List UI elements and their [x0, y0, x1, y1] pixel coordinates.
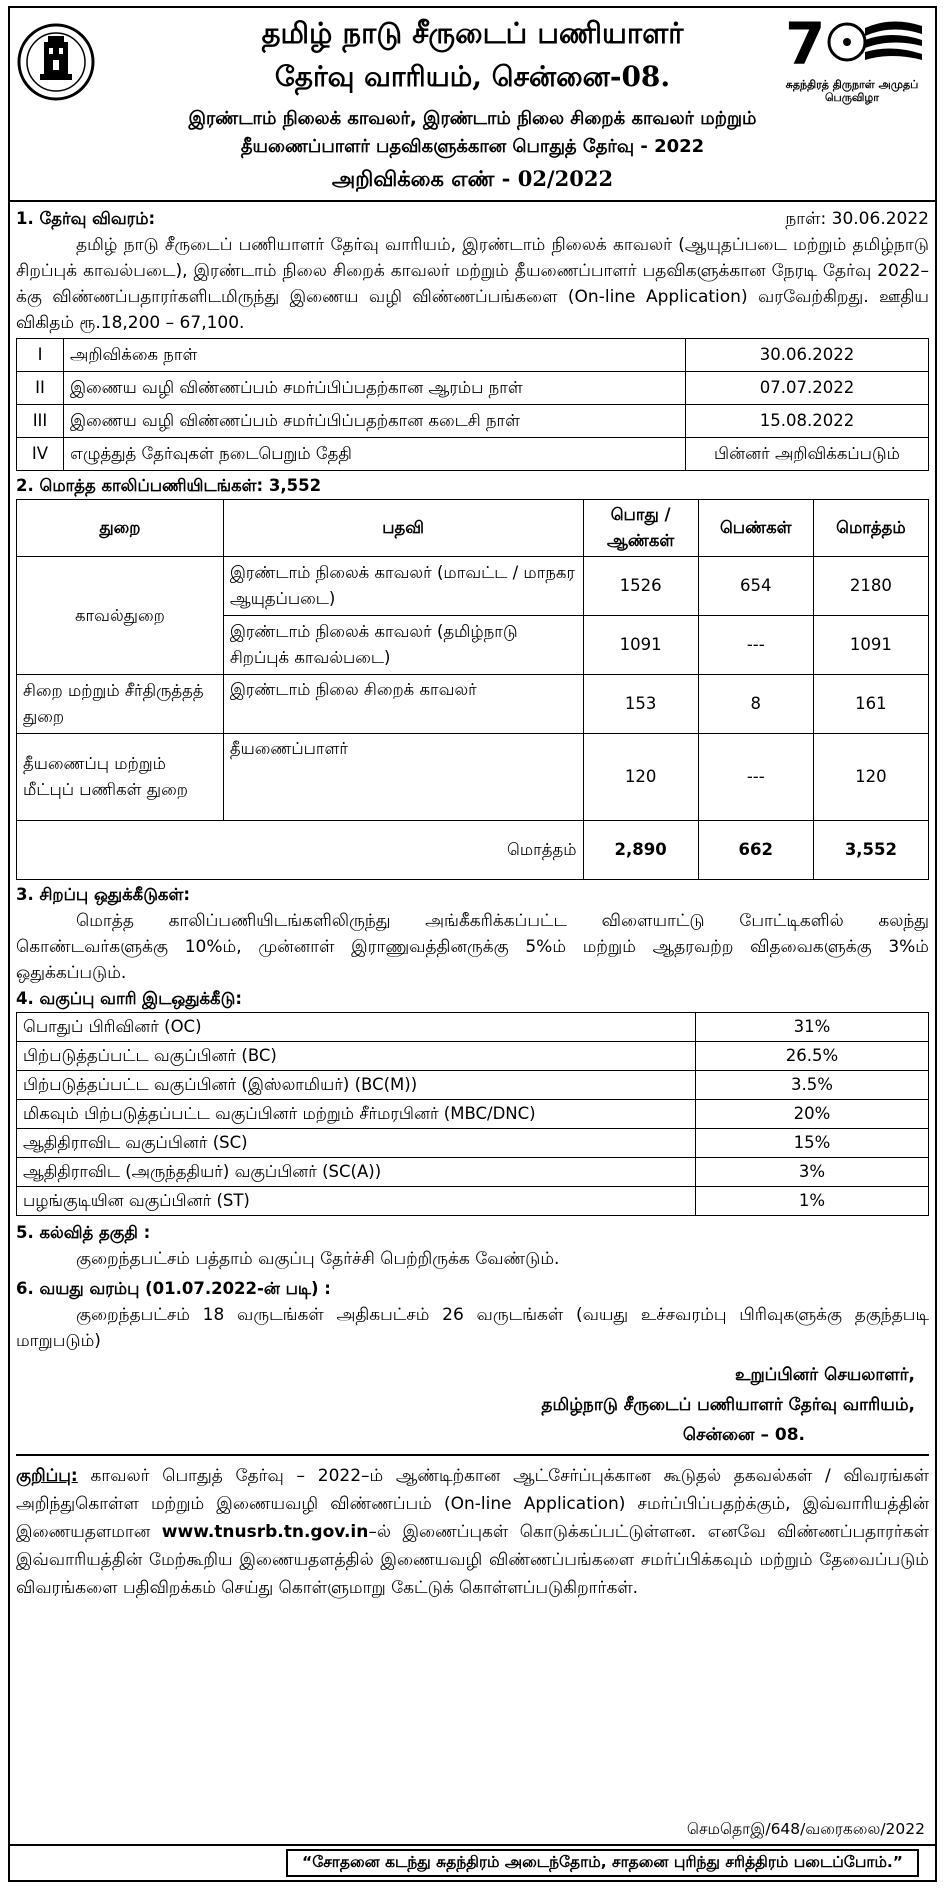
col-header-women: பெண்கள்: [698, 500, 813, 557]
notice-date: நாள்: 30.06.2022: [785, 209, 929, 229]
note-label: குறிப்பு:: [16, 1466, 78, 1486]
azadi-amrit-mahotsav-logo: [777, 12, 927, 102]
date-row-number: II: [17, 372, 64, 405]
general-cell: 1526: [583, 557, 698, 616]
general-cell: 120: [583, 734, 698, 821]
reservation-percent: 3%: [696, 1158, 929, 1187]
general-cell: 153: [583, 675, 698, 734]
total-cell: 161: [813, 675, 928, 734]
section1-header: [16, 206, 929, 232]
date-row-label: எழுத்துத் தேர்வுகள் நடைபெறும் தேதி: [64, 438, 686, 471]
section1-paragraph: தமிழ் நாடு சீருடைப் பணியாளர் தேர்வு வாரியம், இரண்டாம் நிலைக் காவலர் (ஆயுதப்படை மற்றும் தமிழ்நாடு சிறப்புக் காவல்படை), இரண்டாம் நிலை சிறைக் காவலர் மற்றும் தீயணைப்பாளர் பதவிகளுக்கான நேரடி தேர்வு 2022–க்கு விண்ணப்பதாரர்களிடமிருந்து இணைய வழி விண்ணப்பங்களை (On-line Application) வரவேற்கிறது. ஊதிய விகிதம் ரூ.18,200 – 67,100.: [16, 235, 929, 333]
table-row: [17, 557, 929, 616]
post-cell: இரண்டாம் நிலைக் காவலர் (தமிழ்நாடு சிறப்புக் காவல்படை): [223, 616, 583, 675]
date-row-label: இணைய வழி விண்ணப்பம் சமர்ப்பிப்பதற்கான ஆரம்ப நாள்: [64, 372, 686, 405]
important-dates-table: [16, 338, 929, 471]
section4-title: 4. வகுப்பு வாரி இடஒதுக்கீடு:: [16, 989, 242, 1008]
reservation-percent: 3.5%: [696, 1071, 929, 1100]
section5-title: 5. கல்வித் தகுதி :: [16, 1223, 151, 1242]
reservation-row: [17, 1013, 929, 1042]
date-row-value: 30.06.2022: [686, 339, 929, 372]
women-cell: ---: [698, 734, 813, 821]
total-label: மொத்தம்: [17, 821, 584, 880]
date-row-value: பின்னர் அறிவிக்கப்படும்: [686, 438, 929, 471]
section6-text: குறைந்தபட்சம் 18 வருடங்கள் அதிகபட்சம் 26 வருடங்கள் (வயது உச்சவரம்பு பிரிவுகளுக்கு தகுந்தபடி மாறுபடும்): [16, 1305, 929, 1351]
reservation-percent: 15%: [696, 1129, 929, 1158]
col-header-department: துறை: [17, 500, 224, 557]
notification-number: அறிவிக்கை எண் - 02/2022: [331, 166, 614, 191]
reservation-percent: 20%: [696, 1100, 929, 1129]
signature-line3: சென்னை – 08.: [682, 1425, 805, 1445]
post-cell: தீயணைப்பாளர்: [223, 734, 583, 821]
total-general: 2,890: [583, 821, 698, 880]
signature-block: [16, 1360, 915, 1450]
header-divider: [10, 200, 935, 202]
seventy-five-icon: [777, 12, 927, 74]
date-row-number: IV: [17, 438, 64, 471]
total-cell: 1091: [813, 616, 928, 675]
org-name-line1: தமிழ் நாடு சீருடைப் பணியாளர்: [261, 16, 684, 50]
reservation-row: [17, 1042, 929, 1071]
post-cell: இரண்டாம் நிலைக் காவலர் (மாவட்ட / மாநகர ஆயுதப்படை): [223, 557, 583, 616]
general-cell: 1091: [583, 616, 698, 675]
section6-title: 6. வயது வரம்பு (01.07.2022-ன் படி) :: [16, 1279, 331, 1298]
reference-number: செமதொஇ/648/வரைகலை/2022: [686, 1820, 925, 1838]
dept-cell: தீயணைப்பு மற்றும் மீட்புப் பணிகள் துறை: [17, 734, 224, 821]
women-cell: 654: [698, 557, 813, 616]
reservation-percent: 1%: [696, 1187, 929, 1216]
signature-line2: தமிழ்நாடு சீருடைப் பணியாளர் தேர்வு வாரியம்,: [541, 1395, 915, 1415]
reservation-category: மிகவும் பிற்படுத்தப்பட்ட வகுப்பினர் மற்றும் சீர்மரபினர் (MBC/DNC): [17, 1100, 696, 1129]
footer-bar: [10, 1844, 935, 1880]
total-all: 3,552: [813, 821, 928, 880]
reservation-category: ஆதிதிராவிட (அருந்ததியர்) வகுப்பினர் (SC(A)): [17, 1158, 696, 1187]
org-name-line2: தேர்வு வாரியம், சென்னை-08.: [274, 60, 671, 93]
table-row: [17, 734, 929, 821]
total-cell: 120: [813, 734, 928, 821]
logo-caption: சுதந்திரத் திருநாள் அமுதப் பெருவிழா: [785, 78, 919, 104]
footer-quote: “சோதனை கடந்து சுதந்திரம் அடைந்தோம், சாதனை புரிந்து சரித்திரம் படைப்போம்.”: [286, 1849, 919, 1877]
table-total-row: [17, 821, 929, 880]
section2-title: 2. மொத்த காலிப்பணியிடங்கள்: 3,552: [16, 476, 322, 495]
col-header-general: பொது / ஆண்கள்: [583, 500, 698, 557]
header: [10, 8, 935, 198]
notification-page: [8, 6, 937, 1882]
reservation-percent: 31%: [696, 1013, 929, 1042]
date-row: [17, 372, 929, 405]
total-cell: 2180: [813, 557, 928, 616]
date-row: [17, 339, 929, 372]
section5-text: குறைந்தபட்சம் பத்தாம் வகுப்பு தேர்ச்சி பெற்றிருக்க வேண்டும்.: [76, 1249, 560, 1269]
total-women: 662: [698, 821, 813, 880]
reservation-row: [17, 1071, 929, 1100]
date-row-label: இணைய வழி விண்ணப்பம் சமர்ப்பிப்பதற்கான கடைசி நாள்: [64, 405, 686, 438]
table-row: [17, 675, 929, 734]
col-header-total: மொத்தம்: [813, 500, 928, 557]
reservation-row: [17, 1187, 929, 1216]
date-row-label: அறிவிக்கை நாள்: [64, 339, 686, 372]
dept-cell: சிறை மற்றும் சீர்திருத்தத் துறை: [17, 675, 224, 734]
reservation-category: பிற்படுத்தப்பட்ட வகுப்பினர் (இஸ்லாமியர்) (BC(M)): [17, 1071, 696, 1100]
svg-text:7: 7: [785, 12, 826, 74]
signature-line1: உறுப்பினர் செயலாளர்,: [735, 1365, 915, 1385]
women-cell: ---: [698, 616, 813, 675]
section3-paragraph: மொத்த காலிப்பணியிடங்களிலிருந்து அங்கீகரிக்கப்பட்ட விளையாட்டு போட்டிகளில் கலந்து கொண்டவர்களுக்கு 10%ம், முன்னாள் இராணுவத்தினருக்கு 5%ம் மற்றும் ஆதரவற்ற விதவைகளுக்கு 3%ம் ஒதுக்கப்படும்.: [16, 911, 929, 983]
col-header-post: பதவி: [223, 500, 583, 557]
reservation-row: [17, 1129, 929, 1158]
document-body: [16, 206, 929, 1602]
date-row-number: III: [17, 405, 64, 438]
website-link[interactable]: www.tnusrb.tn.gov.in: [161, 1522, 369, 1542]
reservation-row: [17, 1100, 929, 1129]
exam-title-line2: தீயணைப்பாளர் பதவிகளுக்கான பொதுத் தேர்வு - 2022: [240, 136, 705, 157]
vacancy-table-header: [17, 500, 929, 557]
date-row-value: 15.08.2022: [686, 405, 929, 438]
note-text-before: காவலர் பொதுத் தேர்வு – 2022–ம் ஆண்டிற்கான ஆட்சேர்ப்புக்கான கூடுதல் தகவல்கள் / விவரங்கள் அறிந்துகொள்ள மற்றும் இணையவழி விண்ணப்பம் (On-line Application) சமர்ப்பிப்பதற்க்கும், இவ்வாரியத்தின் இணையதளமான: [16, 1466, 929, 1542]
note-text-after: –ல் இணைப்புகள் கொடுக்கப்பட்டுள்ளன. எனவே விண்ணப்பதாரர்கள் இவ்வாரியத்தின் மேற்கூறிய இணையதளத்தில் இணையவழி விண்ணப்பங்களை சமர்ப்பிக்கவும் மற்றும் தேவைப்படும் விவரங்களை பதிவிறக்கம் செய்து கொள்ளுமாறு கேட்டுக் கொள்ளப்படுகிறார்கள்.: [16, 1522, 930, 1598]
note-block: [16, 1454, 929, 1602]
exam-title-line1: இரண்டாம் நிலைக் காவலர், இரண்டாம் நிலை சிறைக் காவலர் மற்றும்: [188, 108, 757, 129]
vacancy-table: [16, 499, 929, 880]
reservation-category: ஆதிதிராவிட வகுப்பினர் (SC): [17, 1129, 696, 1158]
reservation-row: [17, 1158, 929, 1187]
section1-title: 1. தேர்வு விவரம்:: [16, 209, 156, 228]
dept-cell: காவல்துறை: [17, 557, 224, 675]
date-row: [17, 438, 929, 471]
reservation-table: [16, 1012, 929, 1216]
section3-title: 3. சிறப்பு ஒதுக்கீடுகள்:: [16, 885, 190, 904]
reservation-category: பிற்படுத்தப்பட்ட வகுப்பினர் (BC): [17, 1042, 696, 1071]
women-cell: 8: [698, 675, 813, 734]
post-cell: இரண்டாம் நிலை சிறைக் காவலர்: [223, 675, 583, 734]
reservation-category: பொதுப் பிரிவினர் (OC): [17, 1013, 696, 1042]
date-row: [17, 405, 929, 438]
date-row-number: I: [17, 339, 64, 372]
date-row-value: 07.07.2022: [686, 372, 929, 405]
reservation-percent: 26.5%: [696, 1042, 929, 1071]
reservation-category: பழங்குடியின வகுப்பினர் (ST): [17, 1187, 696, 1216]
